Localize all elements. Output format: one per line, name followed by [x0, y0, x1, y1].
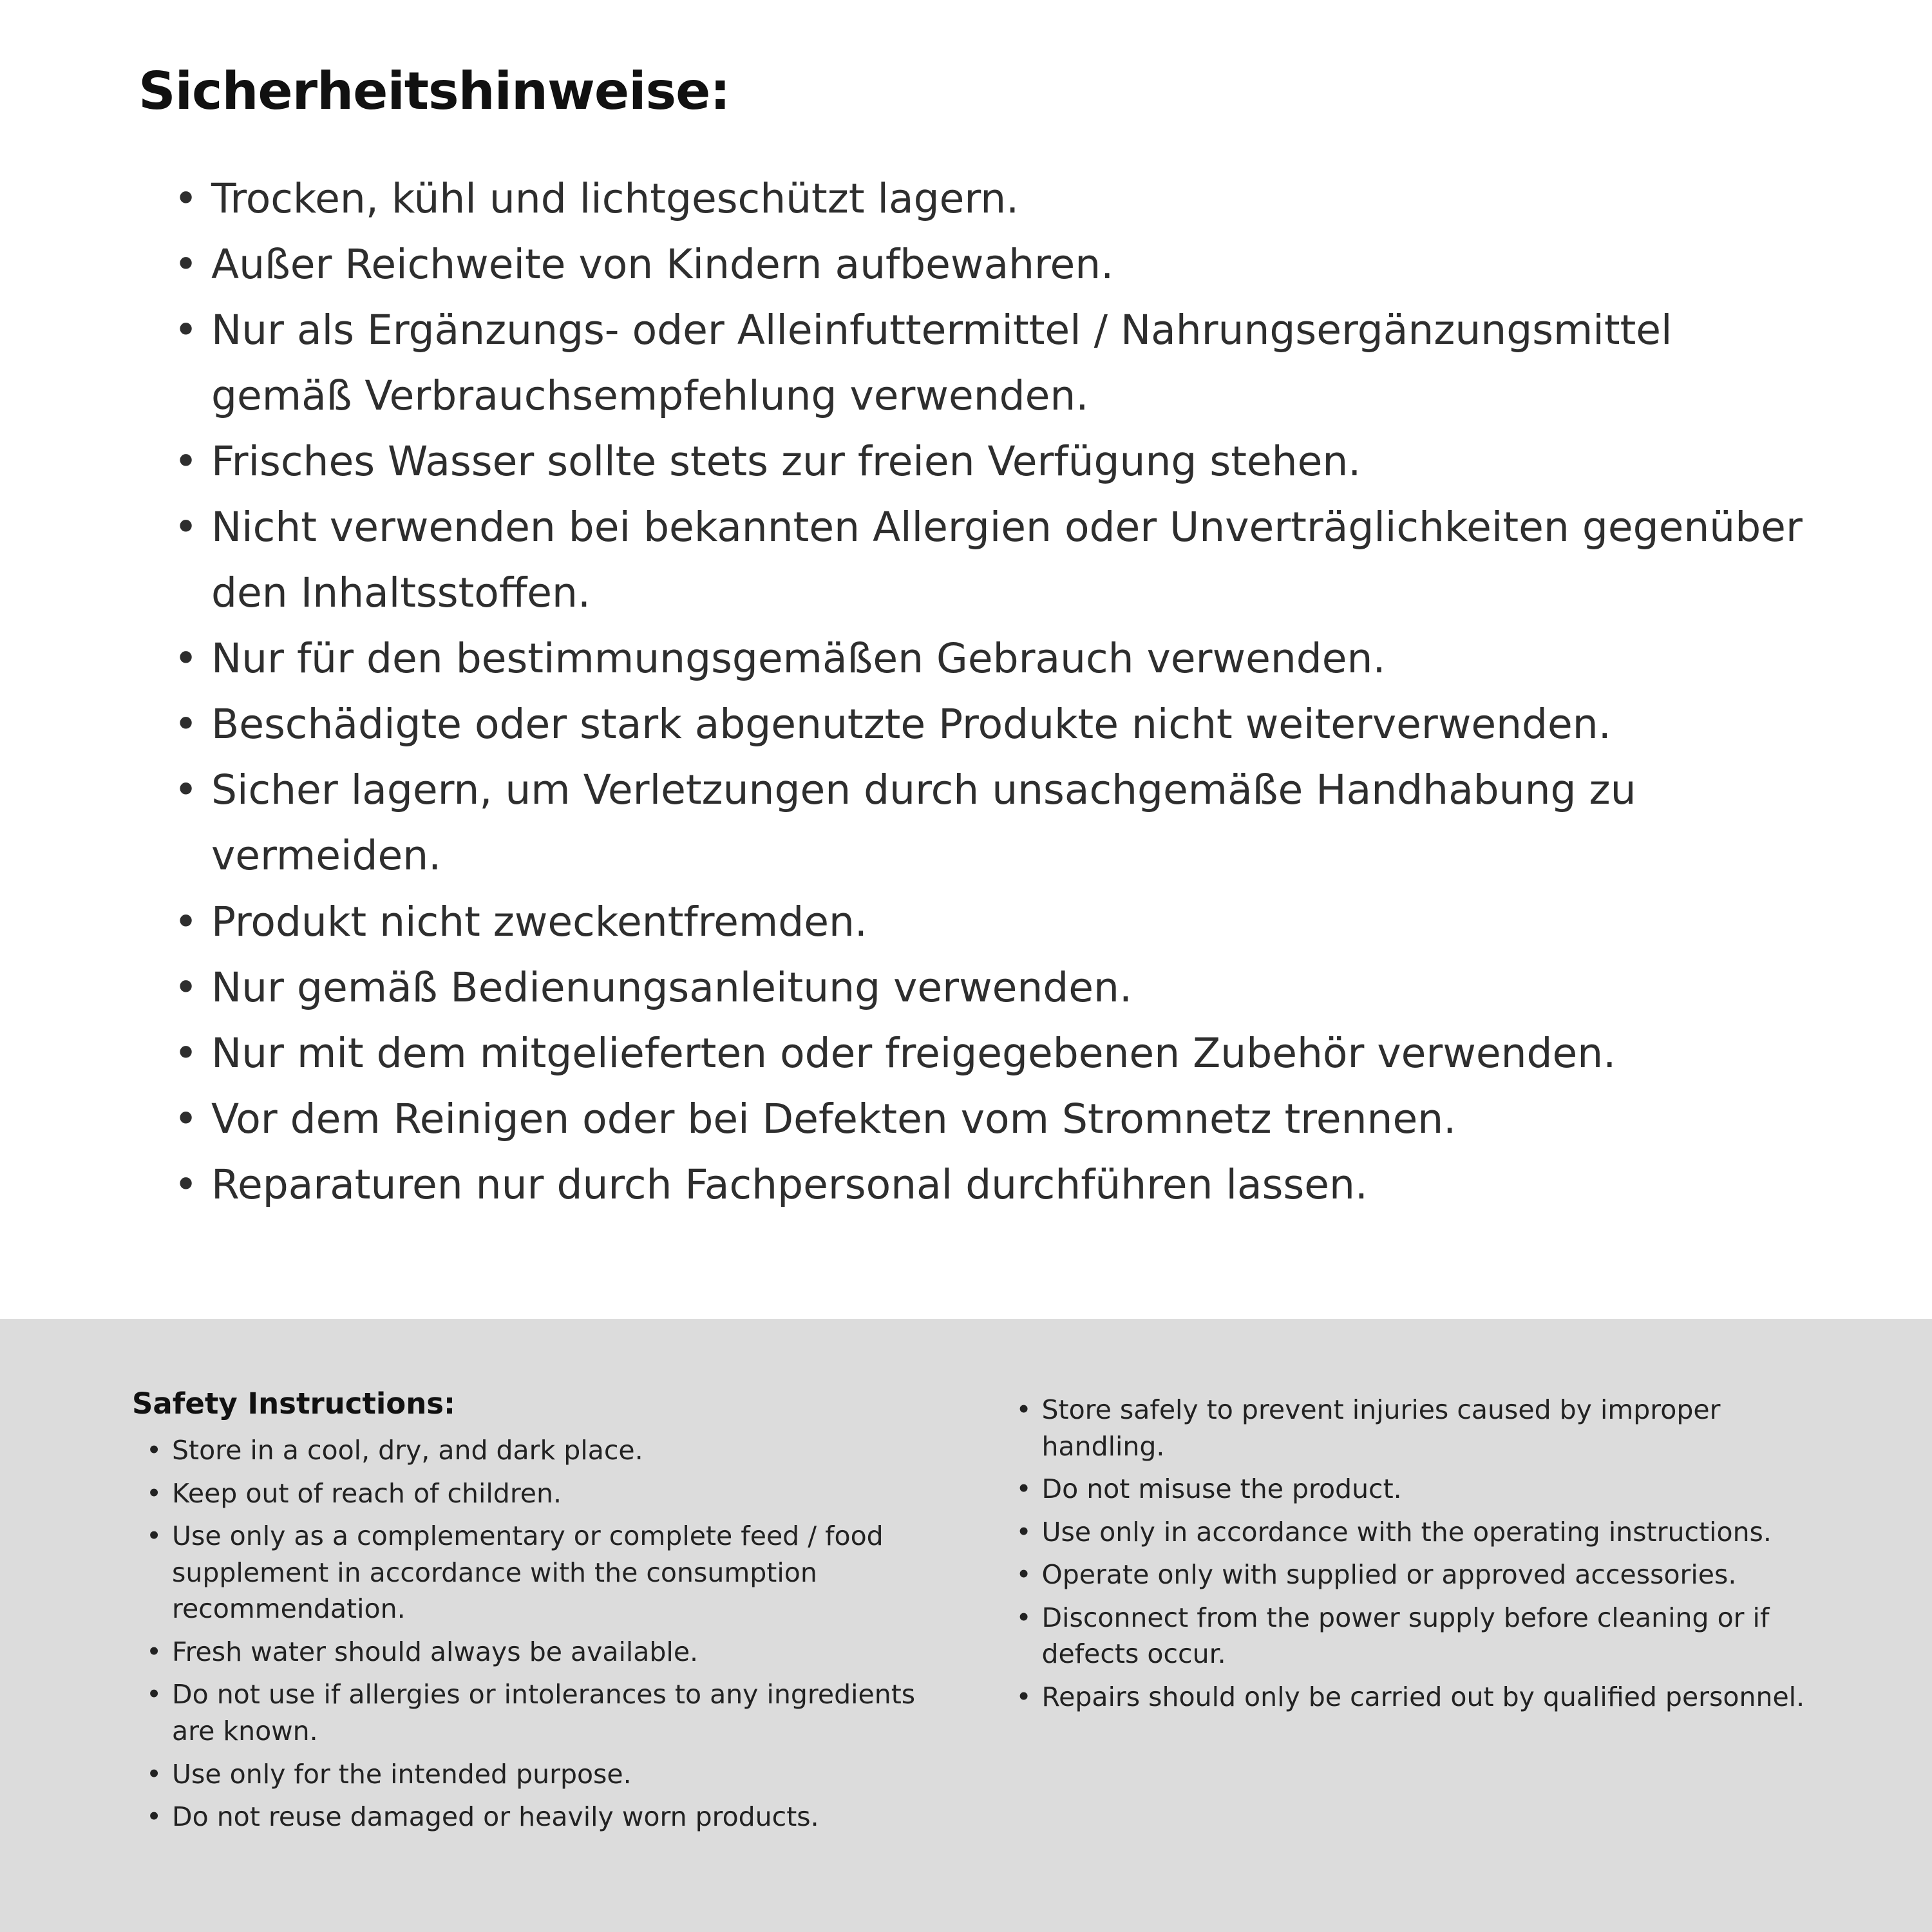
english-safety-section — [0, 1319, 1932, 1932]
list-item: • Fresh water should always be available. — [146, 1634, 958, 1671]
english-safety-list-left — [132, 1432, 958, 1835]
list-item: • Keep out of reach of children. — [146, 1475, 958, 1512]
english-safety-list-right — [1016, 1392, 1842, 1716]
list-item: • Use only in accordance with the operating instructions. — [1016, 1514, 1842, 1551]
list-item: • Nur als Ergänzungs- oder Alleinfuttermittel / Nahrungsergänzungsmittel gemäß Verbrauchsempfehlung verwenden. — [174, 298, 1823, 429]
list-item: • Nur für den bestimmungsgemäßen Gebrauch verwenden. — [174, 626, 1823, 692]
list-item: • Use only as a complementary or complete feed / food supplement in accordance with the consumption recommendation. — [146, 1518, 958, 1627]
list-item: • Do not misuse the product. — [1016, 1471, 1842, 1508]
list-item: • Trocken, kühl und lichtgeschützt lagern. — [174, 166, 1823, 232]
list-item: • Frisches Wasser sollte stets zur freien Verfügung stehen. — [174, 429, 1823, 495]
english-right-column — [1016, 1387, 1842, 1893]
list-item: • Beschädigte oder stark abgenutzte Produkte nicht weiterverwenden. — [174, 692, 1823, 757]
english-section-title: Safety Instructions: — [132, 1387, 456, 1421]
english-left-column — [132, 1387, 958, 1893]
list-item: • Do not reuse damaged or heavily worn products. — [146, 1799, 958, 1835]
list-item: • Store in a cool, dry, and dark place. — [146, 1432, 958, 1469]
list-item: • Store safely to prevent injuries caused by improper handling. — [1016, 1392, 1842, 1464]
german-section-title: Sicherheitshinweise: — [138, 61, 730, 121]
list-item: • Do not use if allergies or intolerances to any ingredients are known. — [146, 1676, 958, 1749]
list-item: • Nur mit dem mitgelieferten oder freigegebenen Zubehör verwenden. — [174, 1021, 1823, 1086]
list-item: • Vor dem Reinigen oder bei Defekten vom Stromnetz trennen. — [174, 1086, 1823, 1152]
list-item: • Disconnect from the power supply before cleaning or if defects occur. — [1016, 1600, 1842, 1672]
list-item: • Repairs should only be carried out by qualified personnel. — [1016, 1679, 1842, 1716]
list-item: • Produkt nicht zweckentfremden. — [174, 889, 1823, 955]
list-item: • Operate only with supplied or approved accessories. — [1016, 1557, 1842, 1593]
list-item: • Sicher lagern, um Verletzungen durch unsachgemäße Handhabung zu vermeiden. — [174, 757, 1823, 889]
list-item: • Reparaturen nur durch Fachpersonal durchführen lassen. — [174, 1152, 1823, 1218]
list-item: • Nicht verwenden bei bekannten Allergien oder Unverträglichkeiten gegenüber den Inhaltsstoffen. — [174, 495, 1823, 626]
german-safety-list — [138, 166, 1823, 1218]
list-item: • Nur gemäß Bedienungsanleitung verwenden. — [174, 955, 1823, 1021]
list-item: • Use only for the intended purpose. — [146, 1756, 958, 1793]
list-item: • Außer Reichweite von Kindern aufbewahren. — [174, 232, 1823, 298]
